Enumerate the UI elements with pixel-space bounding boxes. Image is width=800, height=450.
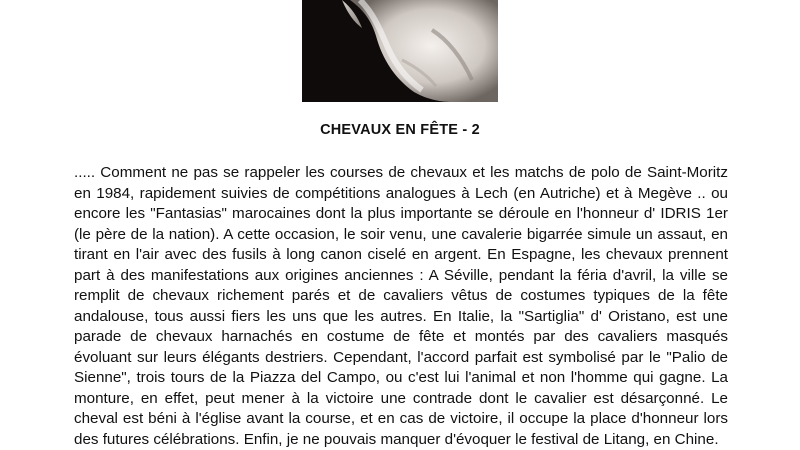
- white-horse-icon: [302, 0, 498, 102]
- horse-photo: [302, 0, 498, 102]
- page-title: CHEVAUX EN FÊTE - 2: [320, 122, 480, 138]
- article-paragraph: ..... Comment ne pas se rappeler les courses de chevaux et les matchs de polo de Saint-Moritz en 1984, rapidement suivies de compétitions analogues à Lech (en Autriche) et à Megève .. ou encore les "Fantasias" marocaines dont la plus importante se déroule en l'honneur d' IDRIS 1er (le père de la nation). A cette occasion, le soir venu, une cavalerie bigarrée simule un assaut, en tirant en l'air avec des fusils à long canon ciselé en argent. En Espagne, les chevaux prennent part à des manifestations aux origines anciennes : A Séville, pendant la féria d'avril, la ville se remplit de chevaux richement parés et de cavaliers vêtus de costumes typiques de la fête andalouse, tous aussi fiers les uns que les autres. En Italie, la "Sartiglia" d' Oristano, est une parade de chevaux harnachés en costume de fête et montés par des cavaliers masqués évoluant sur leurs élégants destriers. Cependant, l'accord parfait est symbolisé par le "Palio de Sienne", trois tours de la Piazza del Campo, ou c'est lui l'animal et non l'homme qui gagne. La monture, en effet, peut mener à la victoire une contrade dont le cavalier est désarçonné. Le cheval est béni à l'église avant la course, et en cas de victoire, il occupe la place d'honneur lors des futures célébrations. Enfin, je ne pouvais manquer d'évoquer le festival de Litang, en Chine.: [74, 164, 728, 448]
